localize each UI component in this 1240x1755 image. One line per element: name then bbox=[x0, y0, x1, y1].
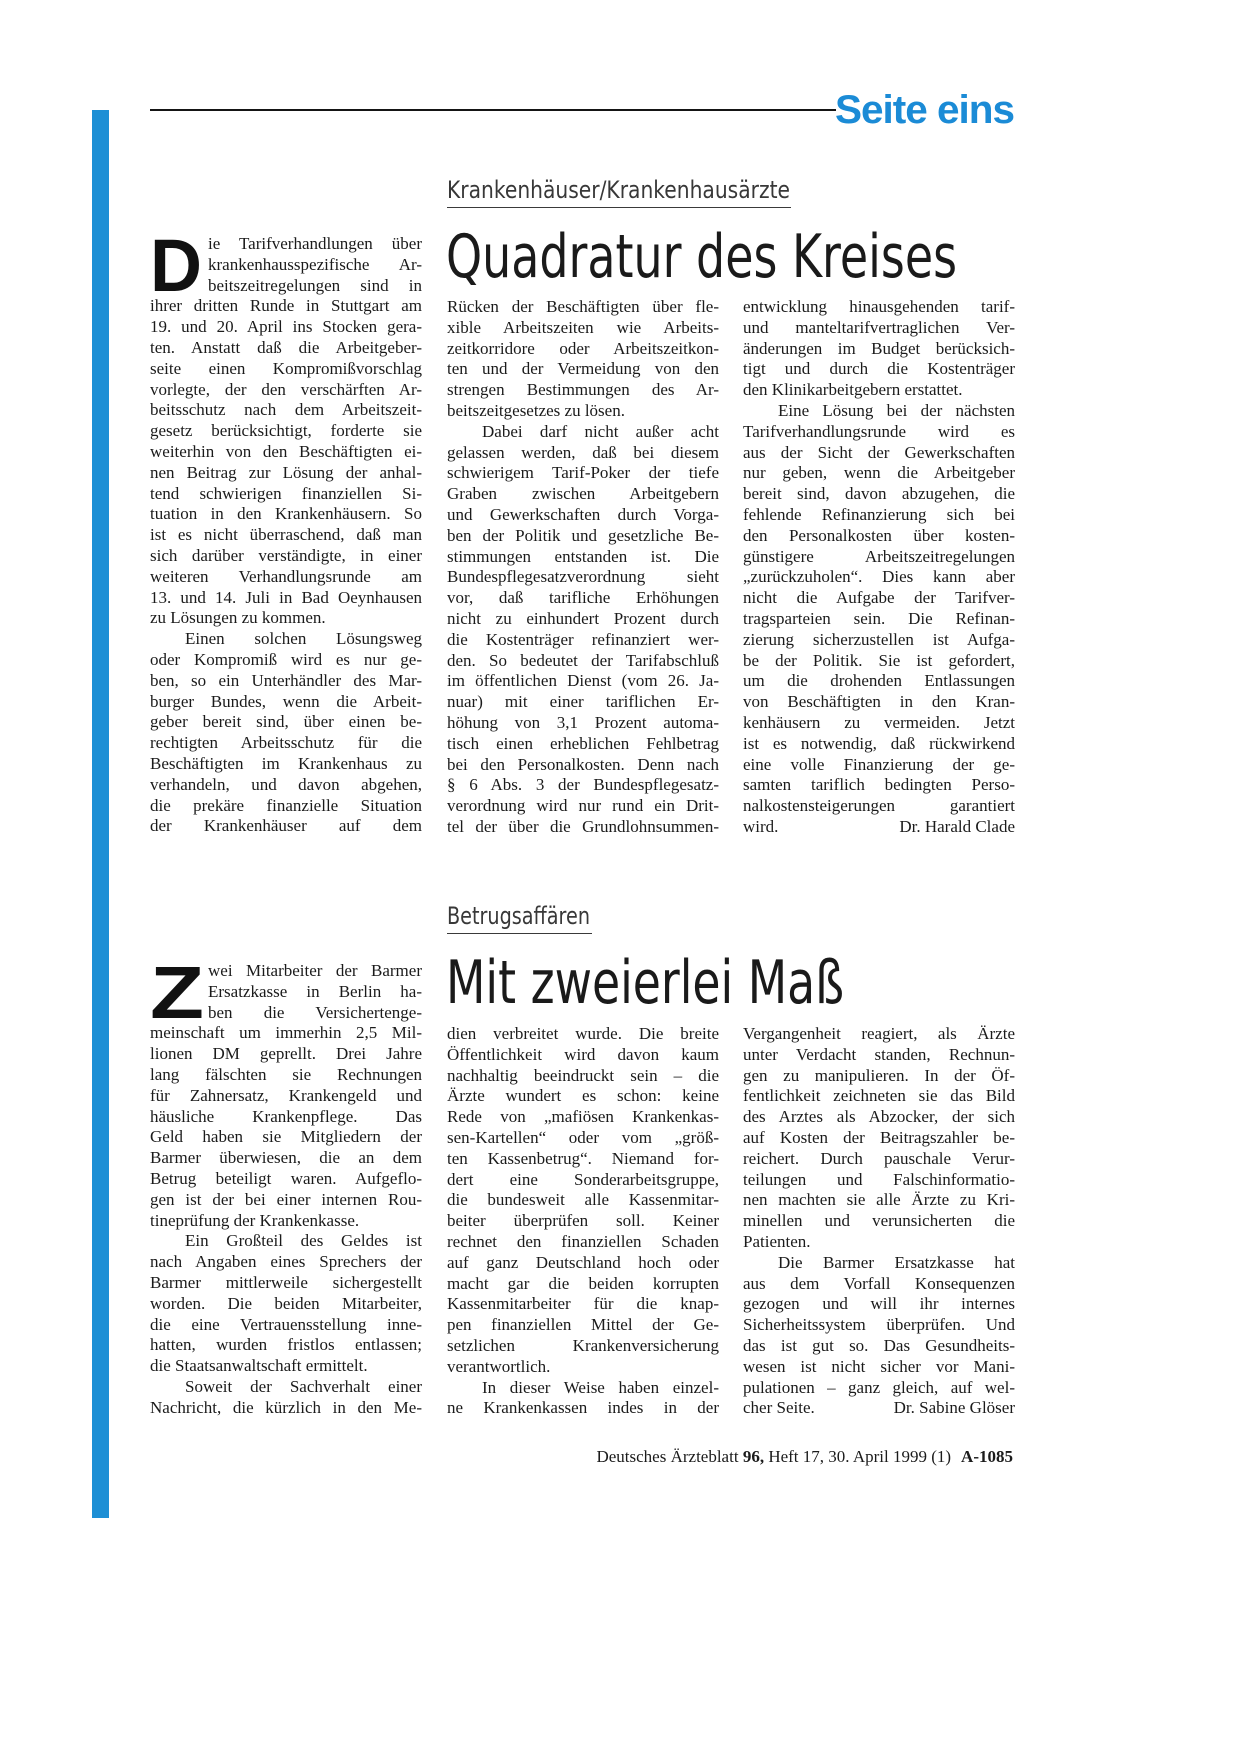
text-line: samten tariflich bedingten Perso- bbox=[743, 775, 1015, 795]
text-line: entwicklung hinausgehenden tarif- bbox=[743, 297, 1015, 316]
text-line: beitszeitgesetzes zu lösen. bbox=[447, 400, 625, 420]
text-line: gen zu manipulieren. In der Öf- bbox=[743, 1065, 1015, 1085]
text-line: Ein Großteil des Geldes ist bbox=[185, 1231, 422, 1251]
text-line: änderungen im Budget berücksich- bbox=[743, 338, 1015, 358]
text-line: Rede von „mafiösen Krankenkas- bbox=[447, 1107, 719, 1127]
text-line: eine volle Finanzierung der ge- bbox=[743, 754, 1015, 774]
text-line: wesen ist nicht sicher vor Mani- bbox=[743, 1356, 1015, 1376]
text-line: für Zahnersatz, Krankengeld und bbox=[150, 1085, 422, 1105]
text-line: die bundesweit alle Kassenmitar- bbox=[447, 1190, 719, 1210]
text-line: die prekäre finanzielle Situation bbox=[150, 795, 422, 815]
article-title: Mit zweierlei Maß bbox=[446, 948, 844, 1018]
text-line: tel der über die Grundlohnsummen- bbox=[447, 816, 719, 836]
text-line: ben die Versichertenge- bbox=[208, 1002, 422, 1022]
journal-name: Deutsches Ärzteblatt bbox=[596, 1447, 739, 1466]
text-line: Tarifverhandlungsrunde wird es bbox=[743, 421, 1015, 441]
article-title: Quadratur des Kreises bbox=[446, 222, 958, 292]
text-line: Barmer mittlerweile sichergestellt bbox=[150, 1272, 422, 1292]
text-line: nicht die Aufgabe der Tarifver- bbox=[743, 588, 1015, 608]
text-line: den Personalkosten über kosten- bbox=[743, 525, 1015, 545]
kicker-underline bbox=[447, 933, 592, 934]
text-line: stimmungen entstanden ist. Die bbox=[447, 546, 719, 566]
text-line: Ärzte wundert es schon: keine bbox=[447, 1086, 719, 1106]
text-line: beitszeitregelungen sind in bbox=[208, 275, 422, 295]
page-footer bbox=[596, 1446, 1013, 1468]
text-line: Vergangenheit reagiert, als Ärzte bbox=[743, 1024, 1015, 1043]
text-line: und Gewerkschaften durch Vorga- bbox=[447, 504, 719, 524]
text-line: ten Kassenbetrug“. Niemand for- bbox=[447, 1148, 719, 1168]
text-line: burger Bundes, wenn die Arbeit- bbox=[150, 691, 422, 711]
kicker-underline bbox=[447, 207, 791, 208]
text-line: tragsparteien sein. Die Refinan- bbox=[743, 608, 1015, 628]
text-line: bei den Personalkosten. Denn nach bbox=[447, 754, 719, 774]
text-line: Nachricht, die kürzlich in den Me- bbox=[150, 1397, 422, 1417]
side-accent-bar bbox=[92, 110, 109, 1518]
text-line: minellen und verunsicherten die bbox=[743, 1211, 1015, 1231]
text-line: worden. Die beiden Mitarbeiter, bbox=[150, 1293, 422, 1313]
text-line: um die drohenden Entlassungen bbox=[743, 671, 1015, 691]
text-line: lionen DM geprellt. Drei Jahre bbox=[150, 1044, 422, 1064]
text-line: aus der Sicht der Gewerkschaften bbox=[743, 442, 1015, 462]
text-line: dien verbreitet wurde. Die breite bbox=[447, 1024, 719, 1043]
text-line: Die Barmer Ersatzkasse hat bbox=[778, 1252, 1015, 1272]
text-line: die Staatsanwaltschaft ermittelt. bbox=[150, 1356, 368, 1376]
text-line: gen ist der bei einer internen Rou- bbox=[150, 1189, 422, 1209]
text-line: den. So bedeutet der Tarifabschluß bbox=[447, 650, 719, 670]
text-line: kenhäusern zu vermeiden. Jetzt bbox=[743, 712, 1015, 732]
text-line: den Klinikarbeitgebern erstattet. bbox=[743, 380, 963, 400]
text-line bbox=[743, 817, 1015, 838]
text-line: ist es notwendig, daß rückwirkend bbox=[743, 733, 1015, 753]
text-line: nur geben, wenn die Arbeitgeber bbox=[743, 463, 1015, 483]
text-line: nalkostensteigerungen garantiert bbox=[743, 796, 1015, 816]
text-line: das ist gut so. Das Gesundheits- bbox=[743, 1335, 1015, 1355]
text-line: häusliche Krankenpflege. Das bbox=[150, 1106, 422, 1126]
text-line: Betrug beteiligt waren. Aufgeflo- bbox=[150, 1168, 422, 1188]
drop-cap: Z bbox=[150, 951, 204, 1034]
column-1 bbox=[150, 234, 422, 837]
text-line: pulationen – ganz gleich, auf wel- bbox=[743, 1377, 1015, 1397]
text-line: sich darüber verständigte, in einer bbox=[150, 545, 422, 565]
text-line: strengen Bestimmungen des Ar- bbox=[447, 380, 719, 400]
text-line: gelassen werden, daß bei diesem bbox=[447, 442, 719, 462]
text-line: sen-Kartellen“ oder vom „größ- bbox=[447, 1127, 719, 1147]
column-2 bbox=[447, 297, 719, 838]
text-line: tisch einen erheblichen Fehlbetrag bbox=[447, 733, 719, 753]
author-signature: Dr. Sabine Glöser bbox=[893, 1398, 1015, 1418]
text-line: Öffentlichkeit wird davon kaum bbox=[447, 1044, 719, 1064]
text-line: Dabei darf nicht außer acht bbox=[482, 421, 719, 441]
text-line: weiteren Verhandlungsrunde am bbox=[150, 566, 422, 586]
text-line: „zurückzuholen“. Dies kann aber bbox=[743, 567, 1015, 587]
header-rule bbox=[150, 109, 836, 111]
text-line: meinschaft um immerhin 2,5 Mil- bbox=[150, 1023, 422, 1043]
text-fragment: cher Seite. bbox=[743, 1398, 815, 1418]
text-line: Bundespflegesatzverordnung sieht bbox=[447, 567, 719, 587]
text-line: zierung sicherzustellen ist Aufga- bbox=[743, 629, 1015, 649]
text-line: weiterhin von den Beschäftigten ei- bbox=[150, 441, 422, 461]
text-line: Kassenmitarbeiter für die knap- bbox=[447, 1294, 719, 1314]
drop-cap: D bbox=[150, 224, 202, 307]
text-line bbox=[743, 1398, 1015, 1419]
text-line: pen finanziellen Mittel der Ge- bbox=[447, 1315, 719, 1335]
text-line: dert eine Sonderarbeitsgruppe, bbox=[447, 1169, 719, 1189]
column-2 bbox=[447, 1024, 719, 1419]
text-line: Eine Lösung bei der nächsten bbox=[778, 400, 1015, 420]
text-line: lang fälschten sie Rechnungen bbox=[150, 1064, 422, 1084]
text-line: macht gar die beiden korrupten bbox=[447, 1273, 719, 1293]
text-line: die Kostenträger refinanziert wer- bbox=[447, 629, 719, 649]
text-line: gesetz berücksichtigt, forderte sie bbox=[150, 421, 422, 441]
text-line: fehlende Refinanzierung sich bei bbox=[743, 504, 1015, 524]
text-line: Patienten. bbox=[743, 1231, 811, 1251]
column-1 bbox=[150, 961, 422, 1419]
text-line: günstigere Arbeitszeitregelungen bbox=[743, 546, 1015, 566]
text-line: nach Angaben eines Sprechers der bbox=[150, 1252, 422, 1272]
text-line: ie Tarifverhandlungen über bbox=[208, 234, 422, 253]
text-line: fentlichkeit zeichneten sie das Bild bbox=[743, 1086, 1015, 1106]
text-line: Einen solchen Lösungsweg bbox=[185, 629, 422, 649]
text-line: Ersatzkasse in Berlin ha- bbox=[208, 981, 422, 1001]
text-line: Sicherheitssystem überprüfen. Und bbox=[743, 1315, 1015, 1335]
text-line: beiter überprüfen soll. Keiner bbox=[447, 1211, 719, 1231]
article-kicker: Betrugsaffären bbox=[447, 902, 591, 930]
text-line: teilungen und Falschinformatio- bbox=[743, 1169, 1015, 1189]
text-line: vor, daß tarifliche Erhöhungen bbox=[447, 588, 719, 608]
text-line: tineprüfung der Krankenkasse. bbox=[150, 1210, 360, 1230]
text-line: zeitkorridore oder Arbeitszeitkon- bbox=[447, 338, 719, 358]
text-line: nen machten sie alle Ärzte zu Kri- bbox=[743, 1190, 1015, 1210]
text-line: die eine Vertrauensstellung inne- bbox=[150, 1314, 422, 1334]
text-line: krankenhausspezifische Ar- bbox=[208, 254, 422, 274]
text-line: ben der Politik und gesetzliche Be- bbox=[447, 525, 719, 545]
text-line: reichert. Durch pauschale Verur- bbox=[743, 1148, 1015, 1168]
text-line: vorlegte, der den verschärften Ar- bbox=[150, 379, 422, 399]
text-line: ne Krankenkassen indes in der bbox=[447, 1398, 719, 1418]
text-line: des Arztes als Abzocker, der sich bbox=[743, 1107, 1015, 1127]
text-line: ten. Anstatt daß die Arbeitgeber- bbox=[150, 337, 422, 357]
text-fragment: wird. bbox=[743, 816, 779, 836]
text-line: 19. und 20. April ins Stocken gera- bbox=[150, 317, 422, 337]
text-line: zu Lösungen zu kommen. bbox=[150, 608, 326, 628]
text-line: von Beschäftigten in den Kran- bbox=[743, 692, 1015, 712]
text-line: Soweit der Sachverhalt einer bbox=[185, 1376, 422, 1396]
text-line: § 6 Abs. 3 der Bundespflegesatz- bbox=[447, 775, 719, 795]
text-line: verordnung wird nur rund ein Drit- bbox=[447, 796, 719, 816]
text-line: be der Politik. Sie ist gefordert, bbox=[743, 650, 1015, 670]
text-line: Rücken der Beschäftigten über fle- bbox=[447, 297, 719, 316]
text-line: bereit sind, davon abzugehen, die bbox=[743, 484, 1015, 504]
text-line: rechtigten Arbeitsschutz für die bbox=[150, 733, 422, 753]
text-line: seite einen Kompromißvorschlag bbox=[150, 358, 422, 378]
text-line: tend schwierigen finanziellen Si- bbox=[150, 483, 422, 503]
text-line: nicht zu einhundert Prozent durch bbox=[447, 608, 719, 628]
text-line: ben, so ein Unterhändler des Mar- bbox=[150, 670, 422, 690]
text-line: oder Kompromiß wird es nur ge- bbox=[150, 649, 422, 669]
volume-number: 96, bbox=[742, 1447, 765, 1466]
text-line: In dieser Weise haben einzel- bbox=[482, 1377, 719, 1397]
column-3 bbox=[743, 1024, 1015, 1419]
page-number: A-1085 bbox=[961, 1447, 1013, 1466]
text-line: auf ganz Deutschland hoch oder bbox=[447, 1252, 719, 1272]
text-line: verantwortlich. bbox=[447, 1356, 551, 1376]
section-title: Seite eins bbox=[835, 88, 1014, 132]
author-signature: Dr. Harald Clade bbox=[899, 816, 1015, 836]
text-line: ist es nicht überraschend, daß man bbox=[150, 525, 422, 545]
text-line: Barmer überwiesen, die an dem bbox=[150, 1148, 422, 1168]
text-line: ten und der Vermeidung von den bbox=[447, 359, 719, 379]
column-3 bbox=[743, 297, 1015, 838]
text-line: höhung von 3,1 Prozent automa- bbox=[447, 712, 719, 732]
text-line: auf Kosten der Beitragszahler be- bbox=[743, 1127, 1015, 1147]
text-line: hatten, wurden fristlos entlassen; bbox=[150, 1335, 422, 1355]
text-line: tuation in den Krankenhäusern. So bbox=[150, 504, 422, 524]
text-line: wei Mitarbeiter der Barmer bbox=[208, 961, 422, 980]
text-line: tigt und durch die Kostenträger bbox=[743, 359, 1015, 379]
text-line: Beschäftigten im Krankenhaus zu bbox=[150, 753, 422, 773]
article-kicker: Krankenhäuser/Krankenhausärzte bbox=[447, 176, 791, 204]
text-line: nachhaltig beeindruckt sein – die bbox=[447, 1065, 719, 1085]
text-line: im öffentlichen Dienst (vom 26. Ja- bbox=[447, 671, 719, 691]
text-line: Graben zwischen Arbeitgebern bbox=[447, 484, 719, 504]
text-line: unter Verdacht standen, Rechnun- bbox=[743, 1044, 1015, 1064]
issue-date: Heft 17, 30. April 1999 (1) bbox=[768, 1447, 952, 1466]
text-line: gezogen und will ihr internes bbox=[743, 1294, 1015, 1314]
text-line: nen Beitrag zur Lösung der anhal- bbox=[150, 462, 422, 482]
text-line: aus dem Vorfall Konsequenzen bbox=[743, 1273, 1015, 1293]
text-line: und manteltarifvertraglichen Ver- bbox=[743, 317, 1015, 337]
text-line: der Krankenhäuser auf dem bbox=[150, 816, 422, 836]
text-line: setzlichen Krankenversicherung bbox=[447, 1335, 719, 1355]
text-line: geber bereit sind, über einen be- bbox=[150, 712, 422, 732]
text-line: xible Arbeitszeiten wie Arbeits- bbox=[447, 317, 719, 337]
text-line: ihrer dritten Runde in Stuttgart am bbox=[150, 296, 422, 316]
text-line: rechnet den finanziellen Schaden bbox=[447, 1231, 719, 1251]
text-line: 13. und 14. Juli in Bad Oeynhausen bbox=[150, 587, 422, 607]
text-line: verhandeln, und davon abgehen, bbox=[150, 774, 422, 794]
text-line: nuar) mit einer tariflichen Er- bbox=[447, 692, 719, 712]
text-line: Geld haben sie Mitgliedern der bbox=[150, 1127, 422, 1147]
text-line: beitsschutz nach dem Arbeitszeit- bbox=[150, 400, 422, 420]
text-line: schwierigem Tarif-Poker der tiefe bbox=[447, 463, 719, 483]
